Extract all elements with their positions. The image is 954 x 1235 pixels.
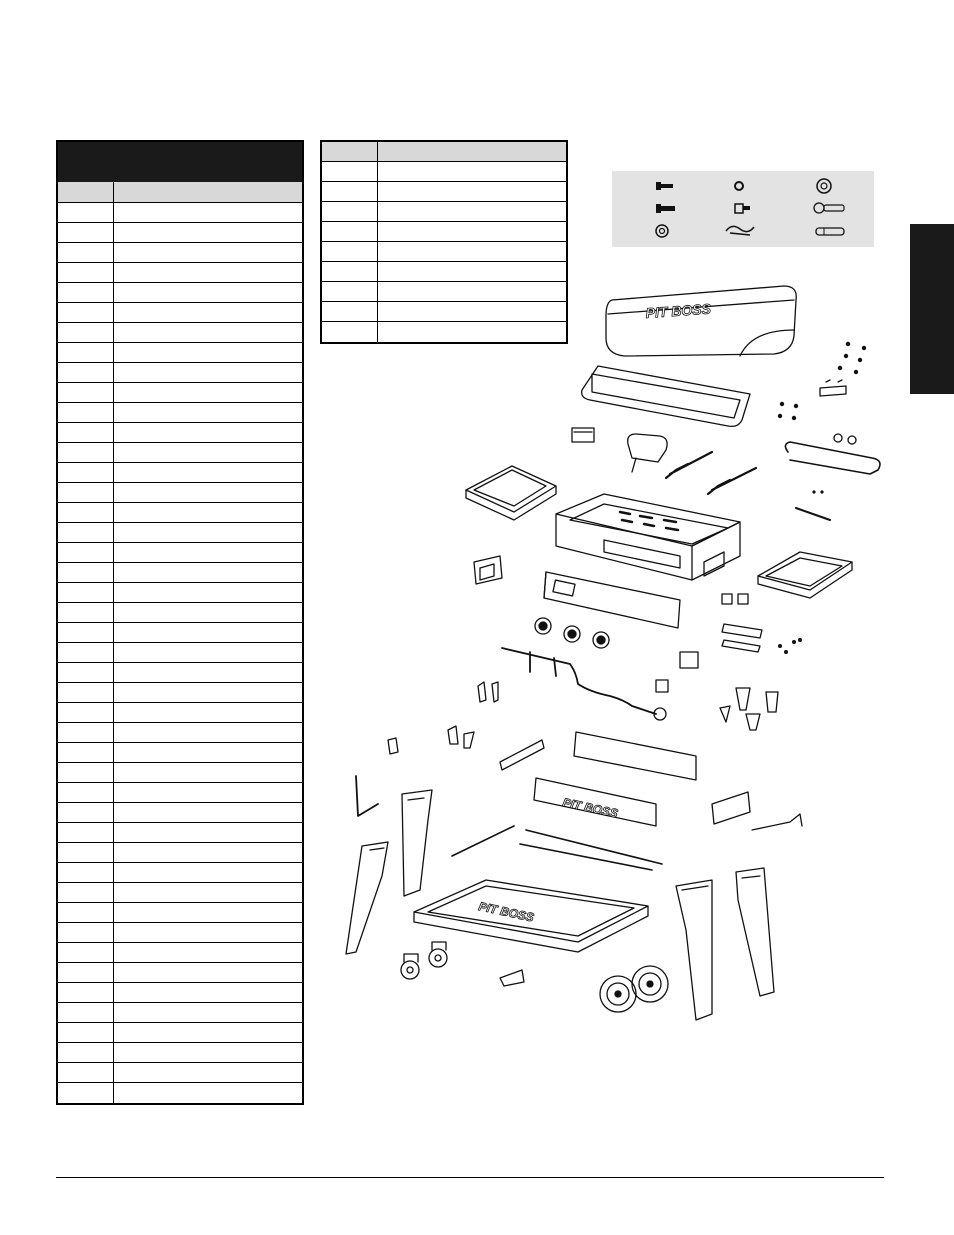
part-description-cell	[114, 443, 302, 462]
part-number-cell	[58, 363, 114, 382]
hardware-panel	[612, 171, 874, 247]
part-description-cell	[114, 323, 302, 342]
clip-part	[448, 726, 474, 748]
part-description-cell	[114, 743, 302, 762]
handle-bracket-part	[628, 434, 667, 472]
washer-icon	[817, 179, 831, 193]
tool-hook-part	[500, 970, 524, 986]
part-description-cell	[114, 503, 302, 522]
part-number-cell	[58, 443, 114, 462]
part-description-cell	[114, 223, 302, 242]
part-number-cell	[58, 743, 114, 762]
part-description-cell	[114, 803, 302, 822]
part-number-cell	[58, 503, 114, 522]
part-number-cell	[58, 943, 114, 962]
part-number-cell	[58, 603, 114, 622]
parts-table-row	[58, 723, 302, 743]
part-description-cell	[114, 983, 302, 1002]
parts-table-row	[58, 963, 302, 983]
parts-table-header	[58, 142, 302, 182]
parts-table-row	[58, 743, 302, 763]
part-description-cell	[114, 523, 302, 542]
part-number-cell	[58, 963, 114, 982]
part-description-cell	[114, 843, 302, 862]
footer-rule	[56, 1177, 884, 1178]
part-description-cell	[114, 1043, 302, 1062]
parts-list-table-left	[56, 140, 304, 1105]
part-number-cell	[58, 1043, 114, 1062]
wheel-part	[600, 976, 636, 1012]
parts-table-row	[322, 162, 566, 182]
part-number-cell	[58, 203, 114, 222]
column-description-header	[114, 182, 302, 202]
parts-table-row	[58, 443, 302, 463]
parts-table-row	[58, 703, 302, 723]
leg-connector-part	[720, 688, 778, 730]
parts-table-row	[58, 643, 302, 663]
part-number-cell	[58, 303, 114, 322]
grease-cup-part	[572, 428, 594, 442]
parts-table-row	[58, 363, 302, 383]
parts-table-row	[58, 763, 302, 783]
parts-table-row	[58, 803, 302, 823]
igniter-button-part	[656, 680, 668, 692]
parts-table-row	[322, 202, 566, 222]
part-number-cell	[58, 863, 114, 882]
control-knob-group	[535, 618, 609, 648]
bottom-shelf-part	[414, 880, 648, 952]
parts-table-row	[58, 1003, 302, 1023]
burner-part	[666, 452, 712, 478]
part-number-cell	[58, 523, 114, 542]
part-number-cell	[322, 162, 378, 181]
parts-table-row	[58, 883, 302, 903]
tank-holder-part	[474, 556, 502, 584]
parts-table-row	[58, 563, 302, 583]
leg-bracket-part	[356, 776, 378, 816]
part-number-cell	[58, 383, 114, 402]
part-description-cell	[114, 1063, 302, 1082]
parts-table-column-header	[322, 142, 566, 162]
part-description-cell	[114, 603, 302, 622]
parts-table-row	[58, 283, 302, 303]
front-brand-panel-part	[534, 778, 656, 826]
cotter-pin-icon	[816, 228, 844, 235]
support-rod-part	[452, 826, 514, 856]
part-description-cell	[114, 583, 302, 602]
part-description-cell	[114, 483, 302, 502]
wing-nut-icon	[735, 204, 750, 213]
part-description-cell	[114, 963, 302, 982]
part-description-cell	[114, 883, 302, 902]
part-number-cell	[58, 423, 114, 442]
caster-wheel-part	[429, 942, 447, 967]
parts-table-row	[58, 423, 302, 443]
parts-table-row	[58, 303, 302, 323]
control-module-part	[712, 792, 750, 824]
part-number-cell	[58, 623, 114, 642]
part-description-cell	[114, 403, 302, 422]
flat-washer-icon	[656, 225, 668, 237]
caster-wheel-part	[401, 954, 419, 979]
igniter-wire-part	[796, 508, 830, 520]
parts-table-row	[58, 1083, 302, 1103]
right-side-shelf-part	[758, 552, 852, 598]
part-number-cell	[322, 202, 378, 221]
left-side-shelf-part	[466, 466, 556, 520]
part-description-cell	[114, 423, 302, 442]
parts-table-row	[58, 783, 302, 803]
parts-table-row	[58, 823, 302, 843]
side-handle-part	[785, 442, 880, 474]
column-number-header	[58, 182, 114, 202]
parts-table-row	[58, 1023, 302, 1043]
wire-part	[752, 814, 802, 830]
part-number-cell	[58, 823, 114, 842]
part-description-cell	[114, 783, 302, 802]
parts-table-row	[58, 343, 302, 363]
small-nut-icon	[735, 182, 743, 190]
parts-table-row	[58, 583, 302, 603]
part-description-cell	[114, 343, 302, 362]
parts-table-row	[58, 1043, 302, 1063]
part-number-cell	[58, 723, 114, 742]
part-number-cell	[58, 1003, 114, 1022]
parts-table-row	[322, 242, 566, 262]
part-number-cell	[58, 683, 114, 702]
part-description-cell	[114, 903, 302, 922]
parts-table-row	[58, 663, 302, 683]
part-description-cell	[114, 1003, 302, 1022]
leg-part	[676, 880, 712, 1020]
part-number-cell	[58, 903, 114, 922]
nut-part	[834, 434, 842, 442]
part-number-cell	[322, 182, 378, 201]
part-description-cell	[114, 363, 302, 382]
part-number-cell	[58, 843, 114, 862]
firebox-part	[556, 494, 740, 580]
part-number-cell	[58, 403, 114, 422]
clip-part	[478, 682, 498, 702]
part-number-cell	[58, 643, 114, 662]
part-description-cell	[114, 243, 302, 262]
part-number-cell	[58, 263, 114, 282]
part-description-cell	[114, 623, 302, 642]
control-panel-part	[544, 572, 680, 628]
part-description-cell	[114, 463, 302, 482]
parts-table-row	[58, 503, 302, 523]
part-description-cell	[114, 303, 302, 322]
part-description-cell	[378, 202, 566, 221]
part-number-cell	[58, 783, 114, 802]
part-description-cell	[114, 543, 302, 562]
leg-part	[402, 790, 432, 896]
part-number-cell	[58, 703, 114, 722]
shelf-logo: PIT BOSS	[477, 899, 536, 925]
parts-table-row	[58, 203, 302, 223]
leg-part	[346, 842, 388, 954]
parts-table-row	[58, 603, 302, 623]
part-description-cell	[114, 703, 302, 722]
part-description-cell	[114, 563, 302, 582]
wheel-part	[632, 966, 668, 1002]
parts-table-row	[58, 263, 302, 283]
part-number-cell	[58, 243, 114, 262]
burner-part	[708, 468, 756, 494]
part-number-cell	[58, 543, 114, 562]
front-panel-part	[574, 732, 696, 780]
part-number-cell	[58, 883, 114, 902]
bracket-part	[722, 594, 748, 604]
part-number-cell	[58, 463, 114, 482]
part-number-cell	[58, 283, 114, 302]
hardware-icons	[612, 171, 874, 247]
part-description-cell	[114, 723, 302, 742]
parts-table-row	[322, 182, 566, 202]
parts-table-row	[322, 222, 566, 242]
section-tab	[910, 224, 954, 394]
part-description-cell	[114, 1083, 302, 1103]
parts-table-row	[58, 483, 302, 503]
gas-manifold-part	[502, 648, 656, 714]
clip-icon	[726, 226, 754, 235]
part-number-cell	[58, 763, 114, 782]
part-number-cell	[58, 923, 114, 942]
part-number-cell	[58, 583, 114, 602]
parts-table-row	[58, 683, 302, 703]
parts-table-row	[58, 923, 302, 943]
leg-part	[736, 868, 774, 996]
parts-table-row	[58, 223, 302, 243]
part-description-cell	[114, 203, 302, 222]
part-number-cell	[58, 563, 114, 582]
column-description-header	[378, 142, 566, 161]
part-number-cell	[58, 983, 114, 1002]
part-description-cell	[114, 923, 302, 942]
valve-part	[388, 738, 398, 754]
parts-table-row	[58, 403, 302, 423]
part-number-cell	[58, 1083, 114, 1103]
part-description-cell	[114, 863, 302, 882]
cross-bracket-part	[500, 740, 544, 770]
front-panel-logo: PIT BOSS	[561, 795, 620, 821]
part-description-cell	[378, 162, 566, 181]
part-number-cell	[58, 803, 114, 822]
bolt-icon	[656, 182, 673, 190]
part-description-cell	[114, 663, 302, 682]
screw-group	[778, 342, 866, 654]
part-description-cell	[114, 383, 302, 402]
hinge-bracket-part	[820, 380, 846, 396]
part-description-cell	[378, 182, 566, 201]
pin-icon	[814, 203, 844, 213]
column-number-header	[322, 142, 378, 161]
part-description-cell	[378, 242, 566, 261]
bracket-part	[722, 624, 762, 652]
long-bolt-icon	[656, 204, 675, 213]
parts-table-row	[58, 243, 302, 263]
parts-table-row	[58, 543, 302, 563]
part-description-cell	[114, 1023, 302, 1042]
part-description-cell	[114, 943, 302, 962]
parts-table-row	[58, 843, 302, 863]
parts-table-row	[58, 623, 302, 643]
part-number-cell	[58, 343, 114, 362]
parts-table-row	[58, 903, 302, 923]
part-number-cell	[58, 323, 114, 342]
part-description-cell	[114, 283, 302, 302]
parts-table-row	[58, 463, 302, 483]
parts-table-row	[58, 1063, 302, 1083]
part-description-cell	[114, 683, 302, 702]
hood-part	[606, 286, 796, 356]
part-description-cell	[378, 222, 566, 241]
igniter-module-part	[680, 652, 698, 668]
parts-table-row	[58, 943, 302, 963]
part-number-cell	[58, 483, 114, 502]
nut-part	[848, 436, 856, 444]
parts-table-row	[58, 383, 302, 403]
part-number-cell	[58, 1023, 114, 1042]
part-description-cell	[114, 263, 302, 282]
part-description-cell	[114, 823, 302, 842]
parts-table-column-header	[58, 182, 302, 203]
parts-table-row	[58, 323, 302, 343]
part-description-cell	[114, 643, 302, 662]
part-description-cell	[114, 763, 302, 782]
parts-table-row	[58, 863, 302, 883]
parts-table-row	[58, 523, 302, 543]
part-number-cell	[58, 223, 114, 242]
exploded-parts-diagram	[330, 270, 890, 1030]
part-number-cell	[322, 242, 378, 261]
part-number-cell	[322, 222, 378, 241]
hood-logo: PIT BOSS	[645, 300, 712, 321]
griddle-plate-part	[582, 366, 750, 426]
parts-table-row	[58, 983, 302, 1003]
part-number-cell	[58, 663, 114, 682]
part-number-cell	[58, 1063, 114, 1082]
